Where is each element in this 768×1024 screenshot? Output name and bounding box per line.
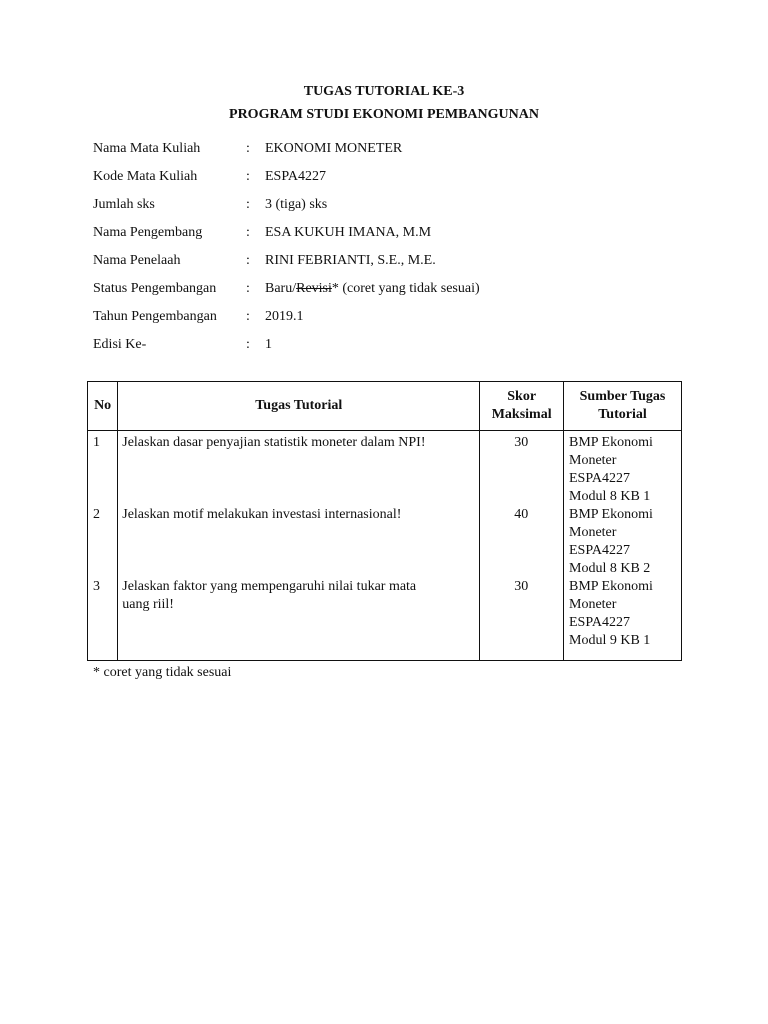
task-max-score: 30 [514,579,529,594]
task-source-line: Modul 8 KB 1 [569,489,651,504]
info-value: 3 (tiga) sks [265,197,328,212]
info-label: Status Pengembangan [93,281,217,296]
task-question: Jelaskan dasar penyajian statistik moneter dalam NPI! [122,435,426,450]
task-column-cell [118,431,480,661]
info-colon: : [246,309,250,324]
info-value: ESPA4227 [265,169,326,184]
info-label: Edisi Ke- [93,337,147,352]
info-value [265,279,480,299]
header-max-score-line2: Maksimal [491,407,552,422]
document-subtitle: PROGRAM STUDI EKONOMI PEMBANGUNAN [229,107,539,122]
task-source-line: Moneter [569,525,617,540]
header-task-source [564,382,682,431]
table-body-row [88,431,682,661]
status-new-text: Baru/ [265,281,297,296]
task-source-line: Moneter [569,597,617,612]
task-max-score: 30 [514,435,529,450]
header-task-source-line2: Tutorial [598,407,647,422]
task-question: Jelaskan motif melakukan investasi internasional! [122,507,402,522]
info-colon: : [246,197,250,212]
info-colon: : [246,225,250,240]
status-note-text: * (coret yang tidak sesuai) [331,281,480,296]
header-task-source-line1: Sumber Tugas [579,389,666,404]
header-task: Tugas Tutorial [118,382,480,431]
task-source-line: ESPA4227 [569,615,630,630]
task-question: Jelaskan faktor yang mempengaruhi nilai tukar mata [122,579,417,594]
status-revision-struck-text: Revisi [296,281,332,296]
info-row-reviewer [93,251,693,271]
info-label: Nama Mata Kuliah [93,141,201,156]
task-max-score: 40 [514,507,529,522]
header-no: No [88,382,118,431]
info-value: EKONOMI MONETER [265,141,403,156]
task-source-line: BMP Ekonomi [569,507,653,522]
task-source-line: BMP Ekonomi [569,435,653,450]
info-value: RINI FEBRIANTI, S.E., M.E. [265,253,436,268]
task-source-line: ESPA4227 [569,471,630,486]
info-colon: : [246,253,250,268]
info-row-development-status [93,279,693,299]
info-row-edition [93,335,693,355]
score-column-cell [480,431,564,661]
info-row-developer [93,223,693,243]
no-column-cell [88,431,118,661]
task-source-line: Modul 8 KB 2 [569,561,651,576]
task-source-line: Moneter [569,453,617,468]
info-value: ESA KUKUH IMANA, M.M [265,225,432,240]
task-number: 2 [93,507,100,522]
task-source-line: BMP Ekonomi [569,579,653,594]
task-number: 1 [93,435,100,450]
info-row-course-code [93,167,693,187]
info-colon: : [246,141,250,156]
header-max-score-line1: Skor [507,389,537,404]
info-label: Tahun Pengembangan [93,309,217,324]
info-colon: : [246,169,250,184]
info-row-development-year [93,307,693,327]
info-row-credits [93,195,693,215]
task-source-line: ESPA4227 [569,543,630,558]
info-label: Kode Mata Kuliah [93,169,198,184]
table-header-row [88,382,682,431]
info-label: Nama Pengembang [93,225,203,240]
source-column-cell [564,431,682,661]
document-title: TUGAS TUTORIAL KE-3 [303,84,465,99]
info-colon: : [246,281,250,296]
footnote: * coret yang tidak sesuai [93,665,232,680]
header-max-score [480,382,564,431]
info-row-course-name [93,139,693,159]
info-label: Jumlah sks [93,197,155,212]
task-number: 3 [93,579,100,594]
tutorial-task-table [87,381,682,661]
info-colon: : [246,337,250,352]
info-label: Nama Penelaah [93,253,181,268]
info-value: 2019.1 [265,309,304,324]
task-question-continued: uang riil! [122,597,174,612]
task-source-line: Modul 9 KB 1 [569,633,651,648]
info-value: 1 [265,337,272,352]
